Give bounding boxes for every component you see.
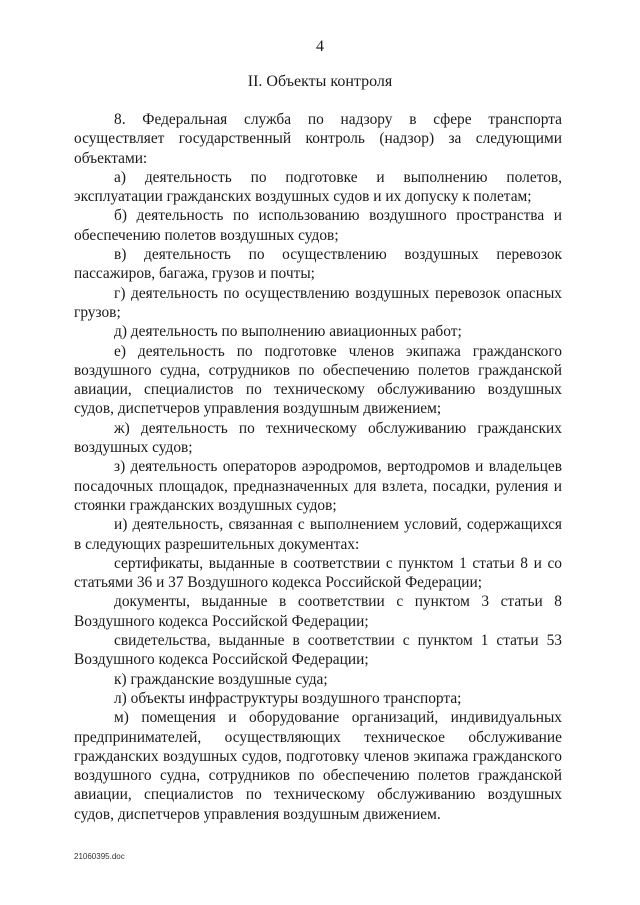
- list-item-e: е) деятельность по подготовке членов экипажа гражданского воздушного судна, сотрудников по обеспечению полетов гражданской авиации, специалистов по техническому обслуживанию воздушных судов, диспетчеров управления воздушным движением;: [74, 342, 562, 418]
- sub-item-documents: документы, выданные в соответствии с пунктом 3 статьи 8 Воздушного кодекса Российской Федерации;: [74, 593, 562, 630]
- list-item-z: з) деятельность операторов аэродромов, вертодромов и владельцев посадочных площадок, предназначенных для взлета, посадки, руления и стоянки гражданских воздушных судов;: [74, 458, 562, 514]
- list-item-l: л) объекты инфраструктуры воздушного транспорта;: [114, 689, 462, 707]
- page-number: 4: [316, 38, 324, 55]
- list-item-i: и) деятельность, связанная с выполнением условий, содержащихся в следующих разрешительных документах:: [74, 516, 562, 553]
- sub-item-certificates: сертификаты, выданные в соответствии с пунктом 1 статьи 8 и со статьями 36 и 37 Воздушного кодекса Российской Федерации;: [74, 554, 562, 592]
- list-item-d: д) деятельность по выполнению авиационных работ;: [114, 323, 462, 341]
- list-item-g: г) деятельность по осуществлению воздушных перевозок опасных грузов;: [74, 284, 562, 321]
- list-item-a: а) деятельность по подготовке и выполнению полетов, эксплуатации гражданских воздушных судов и их допуску к полетам;: [74, 168, 562, 206]
- section-title: II. Объекты контроля: [247, 73, 393, 90]
- list-item-zh: ж) деятельность по техническому обслуживанию гражданских воздушных судов;: [74, 419, 562, 457]
- list-item-k: к) гражданские воздушные суда;: [114, 670, 328, 688]
- document-body: [74, 110, 562, 824]
- file-code: 21060395.doc: [74, 852, 125, 861]
- list-item-b: б) деятельность по использованию воздушного пространства и обеспечению полетов воздушных судов;: [74, 207, 562, 244]
- paragraph-8: 8. Федеральная служба по надзору в сфере транспорта осуществляет государственный контроль (надзор) за следующими объектами:: [74, 111, 562, 167]
- sub-item-licenses: свидетельства, выданные в соответствии с пунктом 1 статьи 53 Воздушного кодекса Российской Федерации;: [74, 632, 562, 669]
- list-item-v: в) деятельность по осуществлению воздушных перевозок пассажиров, багажа, грузов и почты;: [74, 246, 562, 283]
- list-item-m: м) помещения и оборудование организаций, индивидуальных предпринимателей, осуществляющих техническое обслуживание гражданских воздушных судов, подготовку членов экипажа гражданского воздушного судна, сотрудников по обеспечению полетов гражданской авиации, специалистов по техническому обслуживанию воздушных судов, диспетчеров управления воздушным движением.: [74, 709, 562, 823]
